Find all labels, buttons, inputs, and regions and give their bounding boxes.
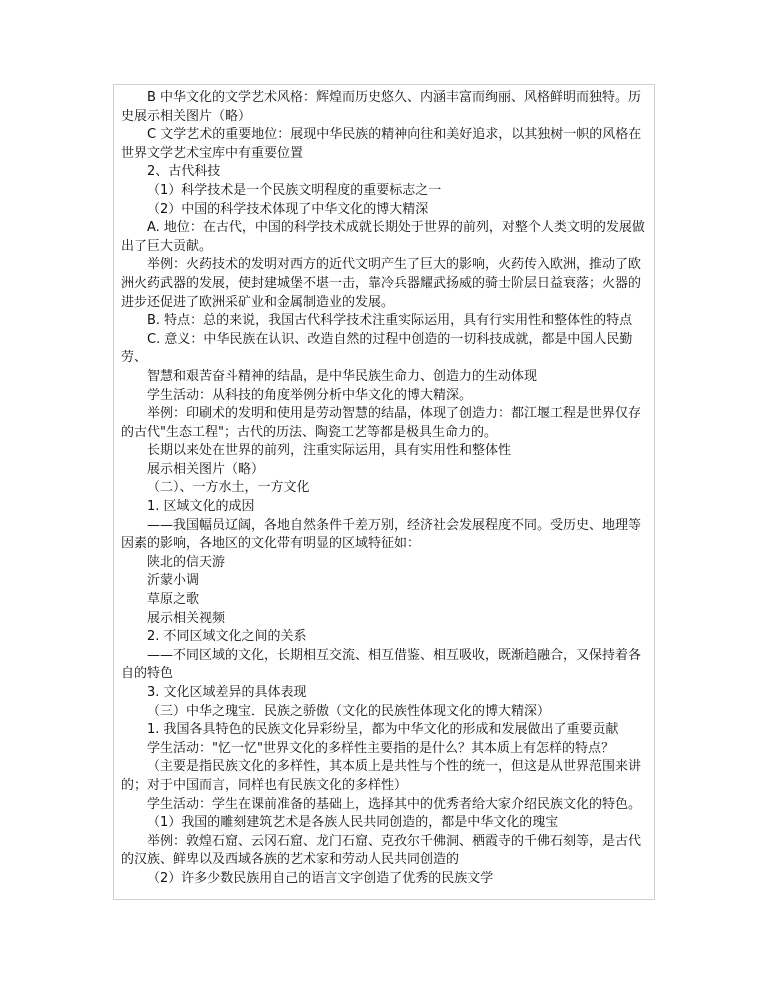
paragraph: （2）许多少数民族用自己的语言文字创造了优秀的民族文学 <box>147 870 494 886</box>
paragraph: 陕北的信天游 <box>147 554 226 570</box>
paragraph: （主要是指民族文化的多样性，其本质上是共性与个性的统一，但这是从世界范围来讲的；对于中国而言，同样也有民族文化的多样性） <box>121 759 642 793</box>
paragraph: B. 特点：总的来说，我国古代科学技术注重实际运用，具有行实用性和整体性的特点 <box>147 313 633 329</box>
paragraph: 举例：敦煌石窟、云冈石窟、龙门石窟、克孜尔千佛洞、栖霞寺的千佛石刻等，是古代的汉族、鲜卑以及西域各族的艺术家和劳动人民共同创造的 <box>121 833 642 868</box>
paragraph: 举例：火药技术的发明对西方的近代文明产生了巨大的影响，火药传入欧洲，推动了欧洲火药武器的发展，使封建城堡不堪一击，靠冷兵器耀武扬威的骑士阶层日益衰落；火器的进步还促进了欧洲采矿业和金属制造业的发展。 <box>121 257 642 310</box>
paragraph: 1. 区域文化的成因 <box>147 499 255 515</box>
paragraph: 学生活动：学生在课前准备的基础上，选择其中的优秀者给大家介绍民族文化的特色。 <box>147 796 642 812</box>
paragraph: （2）中国的科学技术体现了中华文化的博大精深 <box>147 201 429 217</box>
paragraph: 2. 不同区域文化之间的关系 <box>147 629 307 645</box>
paragraph: ——不同区域的文化，长期相互交流、相互借鉴、相互吸收，既渐趋融合，又保持着各自的特色 <box>121 647 642 682</box>
paragraph: 草原之歌 <box>147 592 200 608</box>
paragraph: ——我国幅员辽阔，各地自然条件千差万别，经济社会发展程度不同。受历史、地理等因素的影响，各地区的文化带有明显的区域特征如： <box>121 517 642 552</box>
paragraph: （1）我国的雕刻建筑艺术是各族人民共同创造的，都是中华文化的瑰宝 <box>147 815 559 831</box>
paragraph: 长期以来处在世界的前列，注重实际运用，具有实用性和整体性 <box>147 443 512 459</box>
paragraph: 学生活动："忆一忆"世界文化的多样性主要指的是什么？其本质上有怎样的特点？ <box>147 740 614 756</box>
paragraph: 展示相关视频 <box>147 610 226 626</box>
paragraph: 智慧和艰苦奋斗精神的结晶，是中华民族生命力、创造力的生动体现 <box>147 368 538 384</box>
document-body <box>121 89 647 889</box>
paragraph: （三）中华之瑰宝．民族之骄傲（文化的民族性体现文化的博大精深） <box>147 703 551 719</box>
paragraph: 2、古代科技 <box>147 164 221 180</box>
paragraph: 展示相关图片（略） <box>147 461 265 477</box>
paragraph: B 中华文化的文学艺术风格：辉煌而历史悠久、内涵丰富而绚丽、风格鲜明而独特。历史展示相关图片（略） <box>121 90 642 124</box>
paragraph: （1）科学技术是一个民族文明程度的重要标志之一 <box>147 182 442 198</box>
paragraph: A. 地位：在古代，中国的科学技术成就长期处于世界的前列，对整个人类文明的发展做出了巨大贡献。 <box>121 220 645 254</box>
paragraph: 学生活动：从科技的角度举例分析中华文化的博大精深。 <box>147 387 473 403</box>
paragraph: 举例：印刷术的发明和使用是劳动智慧的结晶，体现了创造力：都江堰工程是世界仅存的古代"生态工程"；古代的历法、陶瓷工艺等都是极具生命力的。 <box>121 406 642 440</box>
paragraph: C. 意义：中华民族在认识、改造自然的过程中创造的一切科技成就，都是中国人民勤劳、 <box>121 331 633 366</box>
paragraph: 沂蒙小调 <box>147 573 200 589</box>
paragraph: 3. 文化区域差异的具体表现 <box>147 685 307 700</box>
document-page <box>113 84 655 900</box>
paragraph: （二）、一方水土，一方文化 <box>147 480 310 496</box>
paragraph: 1. 我国各具特色的民族文化异彩纷呈，都为中华文化的形成和发展做出了重要贡献 <box>147 722 619 738</box>
paragraph: C 文学艺术的重要地位：展现中华民族的精神向往和美好追求，以其独树一帜的风格在世界文学艺术宝库中有重要位置 <box>121 127 642 161</box>
